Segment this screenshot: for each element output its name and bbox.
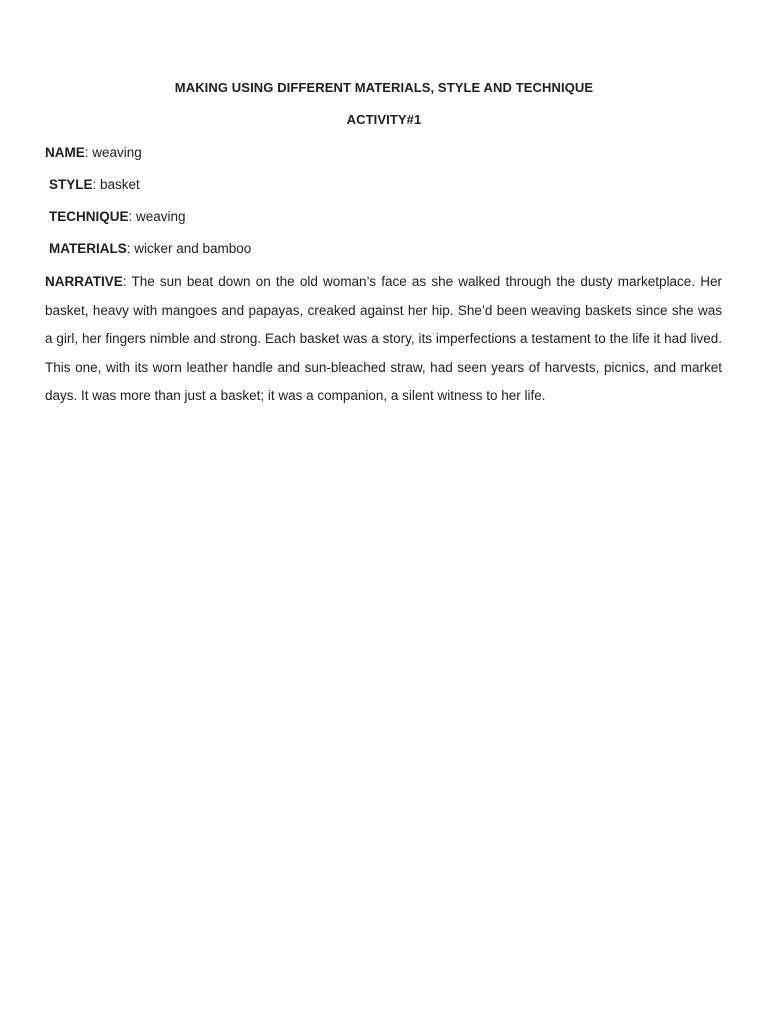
materials-field bbox=[49, 241, 251, 257]
narrative-paragraph bbox=[45, 268, 722, 411]
technique-label: TECHNIQUE bbox=[49, 209, 129, 224]
materials-value: : wicker and bamboo bbox=[126, 241, 252, 256]
name-label: NAME bbox=[45, 145, 85, 160]
technique-field bbox=[49, 209, 186, 225]
style-field bbox=[49, 177, 140, 193]
narrative-label: NARRATIVE bbox=[45, 274, 123, 289]
activity-heading: ACTIVITY#1 bbox=[346, 112, 422, 127]
style-value: : basket bbox=[92, 177, 140, 192]
name-value: : weaving bbox=[84, 145, 142, 160]
document-title: MAKING USING DIFFERENT MATERIALS, STYLE AND TECHNIQUE bbox=[174, 80, 594, 95]
style-label: STYLE bbox=[49, 177, 93, 192]
technique-value: : weaving bbox=[128, 209, 186, 224]
name-field bbox=[45, 145, 142, 161]
narrative-text: : The sun beat down on the old woman’s face as she walked through the dusty marketplace. Her basket, heavy with mangoes and papayas, creaked against her hip. She’d been weaving baskets since she was a girl, her fingers nimble and strong. Each basket was a story, its imperfections a testament to the life it had lived. This one, with its worn leather handle and sun-bleached straw, had seen years of harvests, picnics, and market days. It was more than just a basket; it was a companion, a silent witness to her life. bbox=[45, 274, 722, 404]
materials-label: MATERIALS bbox=[49, 241, 127, 256]
